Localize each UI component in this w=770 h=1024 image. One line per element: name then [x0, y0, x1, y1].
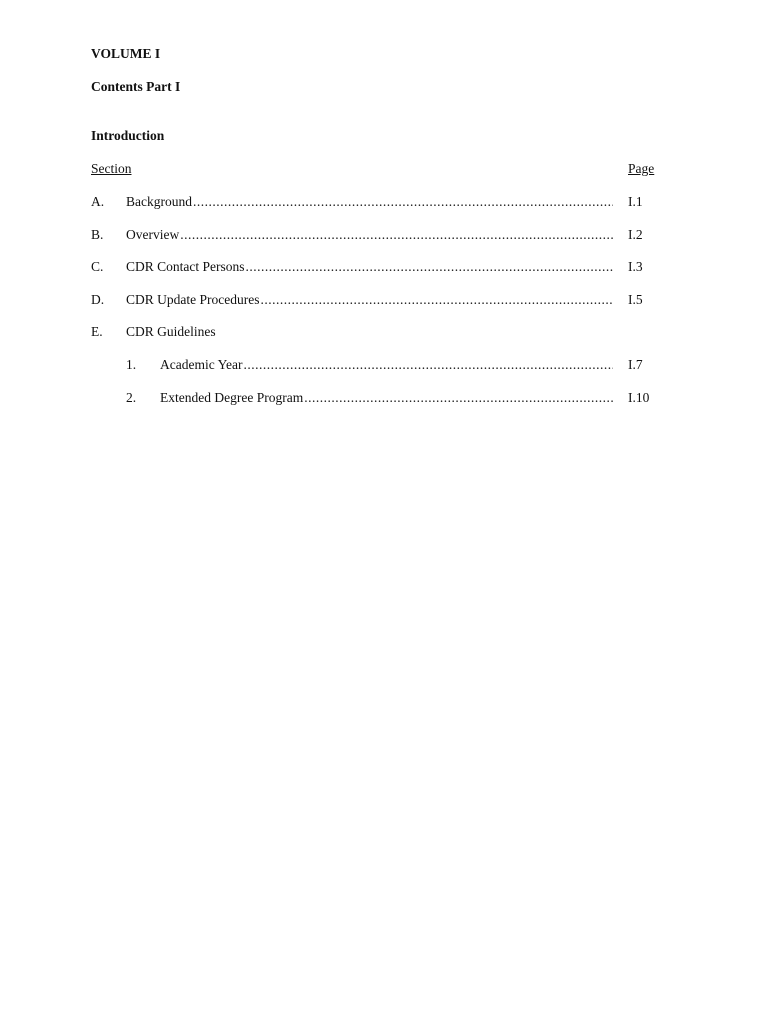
toc-page-number: I.3 — [628, 259, 643, 274]
toc-label: Background — [126, 194, 192, 209]
toc-subentry-extended-degree-program[interactable] — [91, 390, 661, 408]
toc-marker: B. — [91, 227, 104, 242]
toc-label: Extended Degree Program — [160, 390, 304, 405]
toc-marker: 2. — [126, 390, 137, 405]
toc-subentry-academic-year[interactable] — [91, 357, 661, 375]
section-column-header: Section — [91, 161, 132, 176]
toc-marker: D. — [91, 292, 105, 307]
toc-page-number: I.7 — [628, 357, 643, 372]
dot-leader — [304, 390, 613, 406]
volume-title: VOLUME I — [91, 46, 161, 61]
toc-label: CDR Contact Persons — [126, 259, 245, 274]
toc-page-number: I.2 — [628, 227, 643, 242]
toc-entry-cdr-guidelines[interactable] — [91, 324, 661, 342]
toc-label: Overview — [126, 227, 180, 242]
dot-leader — [243, 357, 613, 373]
dot-leader — [193, 194, 613, 210]
section-title: Introduction — [91, 128, 165, 143]
toc-entry-cdr-update-procedures[interactable] — [91, 292, 661, 310]
dot-leader — [246, 259, 613, 275]
contents-title: Contents Part I — [91, 79, 181, 94]
toc-page-number: I.10 — [628, 390, 650, 405]
toc-page-number: I.1 — [628, 194, 643, 209]
toc-label: CDR Update Procedures — [126, 292, 260, 307]
toc-label: CDR Guidelines — [126, 324, 216, 339]
toc-entry-overview[interactable] — [91, 227, 661, 245]
toc-marker: C. — [91, 259, 104, 274]
dot-leader — [180, 227, 613, 243]
toc-marker: 1. — [126, 357, 137, 372]
toc-entry-background[interactable] — [91, 194, 661, 212]
toc-label: Academic Year — [160, 357, 243, 372]
page-column-header: Page — [628, 161, 655, 176]
toc-entry-cdr-contact-persons[interactable] — [91, 259, 661, 277]
toc-page-number: I.5 — [628, 292, 643, 307]
toc-marker: E. — [91, 324, 103, 339]
toc-marker: A. — [91, 194, 105, 209]
dot-leader — [260, 292, 613, 308]
